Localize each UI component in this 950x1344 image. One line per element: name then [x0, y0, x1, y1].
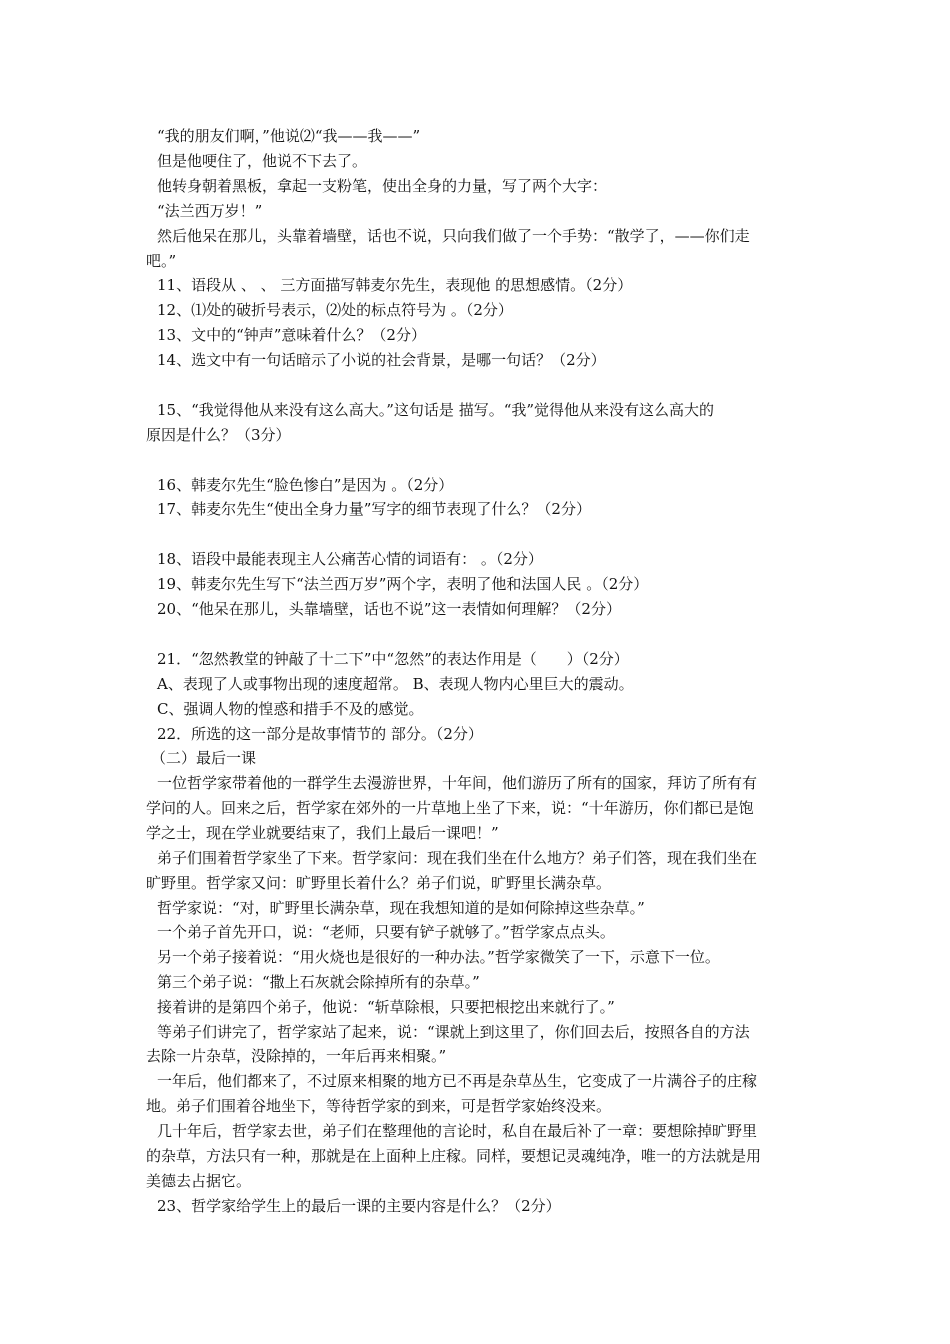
story-line: 一年后，他们都来了，不过原来相聚的地方已不再是杂草丛生，它变成了一片满谷子的庄稼	[157, 1072, 758, 1090]
question-17: 17、韩麦尔先生“使出全身力量”写字的细节表现了什么？（2分）	[157, 500, 591, 518]
story-line: 去除一片杂草，没除掉的，一年后再来相聚。”	[146, 1047, 447, 1065]
story-line: 弟子们围着哲学家坐了下来。哲学家问：现在我们坐在什么地方？弟子们答，现在我们坐在	[157, 849, 758, 867]
story-line: 旷野里。哲学家又问：旷野里长着什么？弟子们说，旷野里长满杂草。	[146, 874, 612, 892]
story-line: 另一个弟子接着说：“用火烧也是很好的一种办法。”哲学家微笑了一下，示意下一位。	[157, 948, 720, 966]
question-23: 23、哲学家给学生上的最后一课的主要内容是什么？（2分）	[157, 1197, 561, 1215]
passage-line: 但是他哽住了，他说不下去了。	[157, 152, 368, 170]
question-15-cont: 原因是什么？（3分）	[146, 426, 291, 444]
passage-line: 他转身朝着黑板，拿起一支粉笔，使出全身的力量，写了两个大字：	[157, 177, 608, 195]
question-15: 15、“我觉得他从来没有这么高大。”这句话是 描写。“我”觉得他从来没有这么高大的	[157, 401, 715, 419]
question-14: 14、选文中有一句话暗示了小说的社会背景，是哪一句话？（2分）	[157, 351, 606, 369]
passage-line: “我的朋友们啊，”他说⑵“我——我——”	[157, 127, 421, 145]
question-12: 12、⑴处的破折号表示，⑵处的标点符号为 。（2分）	[157, 301, 513, 319]
question-13: 13、文中的“钟声”意味着什么？（2分）	[157, 326, 426, 344]
question-21: 21．“忽然教堂的钟敲了十二下”中“忽然”的表达作用是（ ）（2分）	[157, 650, 629, 668]
question-21-options-ab: A、表现了人或事物出现的速度超常。 B、表现人物内心里巨大的震动。	[157, 675, 634, 693]
story-line: 等弟子们讲完了，哲学家站了起来，说：“课就上到这里了，你们回去后，按照各自的方法	[157, 1023, 750, 1041]
passage-line: 吧。”	[146, 252, 177, 270]
question-18: 18、语段中最能表现主人公痛苦心情的词语有： 。（2分）	[157, 550, 543, 568]
story-line: 一位哲学家带着他的一群学生去漫游世界，十年间，他们游历了所有的国家，拜访了所有有	[157, 774, 758, 792]
story-line: 美德去占据它。	[146, 1172, 252, 1190]
question-22: 22．所选的这一部分是故事情节的 部分。（2分）	[157, 725, 483, 743]
passage-line: 然后他呆在那儿，头靠着墙壁，话也不说，只向我们做了一个手势：“散学了，——你们走	[157, 227, 750, 245]
question-20: 20、“他呆在那儿，头靠墙壁，话也不说”这一表情如何理解？（2分）	[157, 600, 621, 618]
story-line: 学问的人。回来之后，哲学家在郊外的一片草地上坐了下来，说：“十年游历，你们都已是饱	[146, 799, 754, 817]
story-line: 地。弟子们围着谷地坐下，等待哲学家的到来，可是哲学家始终没来。	[146, 1097, 612, 1115]
question-21-option-c: C、强调人物的惶惑和措手不及的感觉。	[157, 700, 424, 718]
passage-line: “法兰西万岁！”	[157, 202, 263, 220]
story-line: 第三个弟子说：“撒上石灰就会除掉所有的杂草。”	[157, 973, 480, 991]
question-19: 19、韩麦尔先生写下“法兰西万岁”两个字，表明了他和法国人民 。（2分）	[157, 575, 649, 593]
section-title: （二）最后一课	[151, 749, 257, 767]
question-11: 11、语段从 、 、 三方面描写韩麦尔先生，表现他 的思想感情。（2分）	[157, 276, 633, 294]
story-line: 哲学家说：“对，旷野里长满杂草，现在我想知道的是如何除掉这些杂草。”	[157, 899, 645, 917]
story-line: 接着讲的是第四个弟子，他说：“斩草除根，只要把根挖出来就行了。”	[157, 998, 615, 1016]
story-line: 几十年后，哲学家去世，弟子们在整理他的言论时，私自在最后补了一章：要想除掉旷野里	[157, 1122, 758, 1140]
story-line: 学之士，现在学业就要结束了，我们上最后一课吧！”	[146, 824, 499, 842]
story-line: 的杂草，方法只有一种，那就是在上面种上庄稼。同样，要想记灵魂纯净，唯一的方法就是用	[146, 1147, 762, 1165]
question-16: 16、韩麦尔先生“脸色惨白”是因为 。（2分）	[157, 476, 454, 494]
story-line: 一个弟子首先开口，说：“老师，只要有铲子就够了。”哲学家点点头。	[157, 923, 615, 941]
